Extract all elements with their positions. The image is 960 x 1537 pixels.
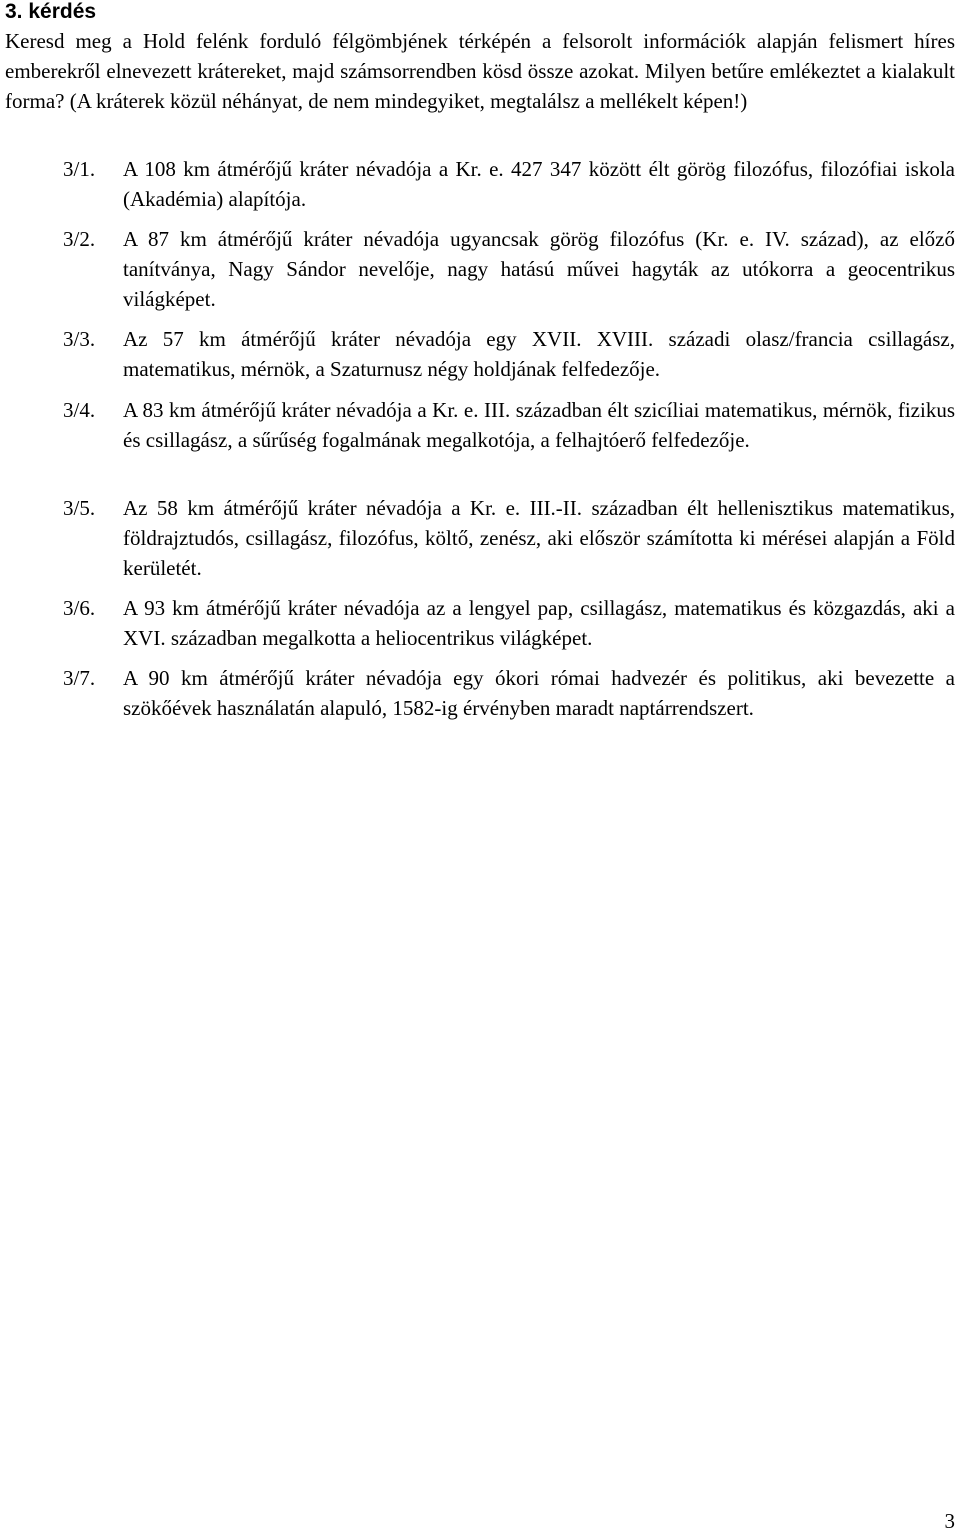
item-text: A 83 km átmérőjű kráter névadója a Kr. e. III. században élt szicíliai matematikus, mérnök, fizikus és csillagász, a sűrűség fogalmának megalkotója, a felhajtóerő felfedezője.: [123, 398, 955, 452]
item-text: Az 58 km átmérőjű kráter névadója a Kr. e. III.-II. században élt hellenisztikus matematikus, földrajztudós, csillagász, filozófus, költő, zenész, aki először számította ki mérései alapján a Föld kerületét.: [123, 496, 955, 580]
question-intro: Keresd meg a Hold felénk forduló félgömbjének térképén a felsorolt információk alapján felismert híres emberekről elnevezett krátereket, majd számsorrendben kösd össze azokat. Milyen betűre emlékeztet a kialakult forma? (A kráterek közül néhányat, de nem mindegyiket, megtalálsz a mellékelt képen!): [5, 29, 955, 113]
item-number: 3/4.: [63, 398, 96, 422]
item-text: A 90 km átmérőjű kráter névadója egy ókori római hadvezér és politikus, aki bevezette a szökőévek használatán alapuló, 1582-ig érvényben maradt naptárrendszert.: [123, 666, 955, 720]
item-text: A 87 km átmérőjű kráter névadója ugyancsak görög filozófus (Kr. e. IV. század), az előző tanítványa, Nagy Sándor nevelője, nagy hatású művei hagyták az utókorra a geocentrikus világképet.: [123, 227, 955, 311]
item-text: Az 57 km átmérőjű kráter névadója egy XVII. XVIII. századi olasz/francia csillagász, matematikus, mérnök, a Szaturnusz négy holdjának felfedezője.: [123, 327, 955, 381]
item-number: 3/5.: [63, 496, 96, 520]
item-text: A 108 km átmérőjű kráter névadója a Kr. e. 427 347 között élt görög filozófus, filozófiai iskola (Akadémia) alapítója.: [123, 157, 955, 211]
list-item: [63, 663, 955, 723]
item-number: 3/6.: [63, 596, 96, 620]
list-item: [63, 395, 955, 455]
question-heading: 3. kérdés: [5, 0, 97, 23]
list-item: [63, 154, 955, 214]
item-number: 3/2.: [63, 227, 96, 251]
page-number: 3: [944, 1509, 955, 1533]
list-item: [63, 593, 955, 653]
item-text: A 93 km átmérőjű kráter névadója az a lengyel pap, csillagász, matematikus és közgazdás, aki a XVI. században megalkotta a heliocentrikus világképet.: [123, 596, 955, 650]
item-number: 3/3.: [63, 327, 96, 351]
list-item: [63, 493, 955, 583]
item-number: 3/1.: [63, 157, 96, 181]
list-item: [63, 324, 955, 384]
item-number: 3/7.: [63, 666, 96, 690]
list-item: [63, 224, 955, 314]
